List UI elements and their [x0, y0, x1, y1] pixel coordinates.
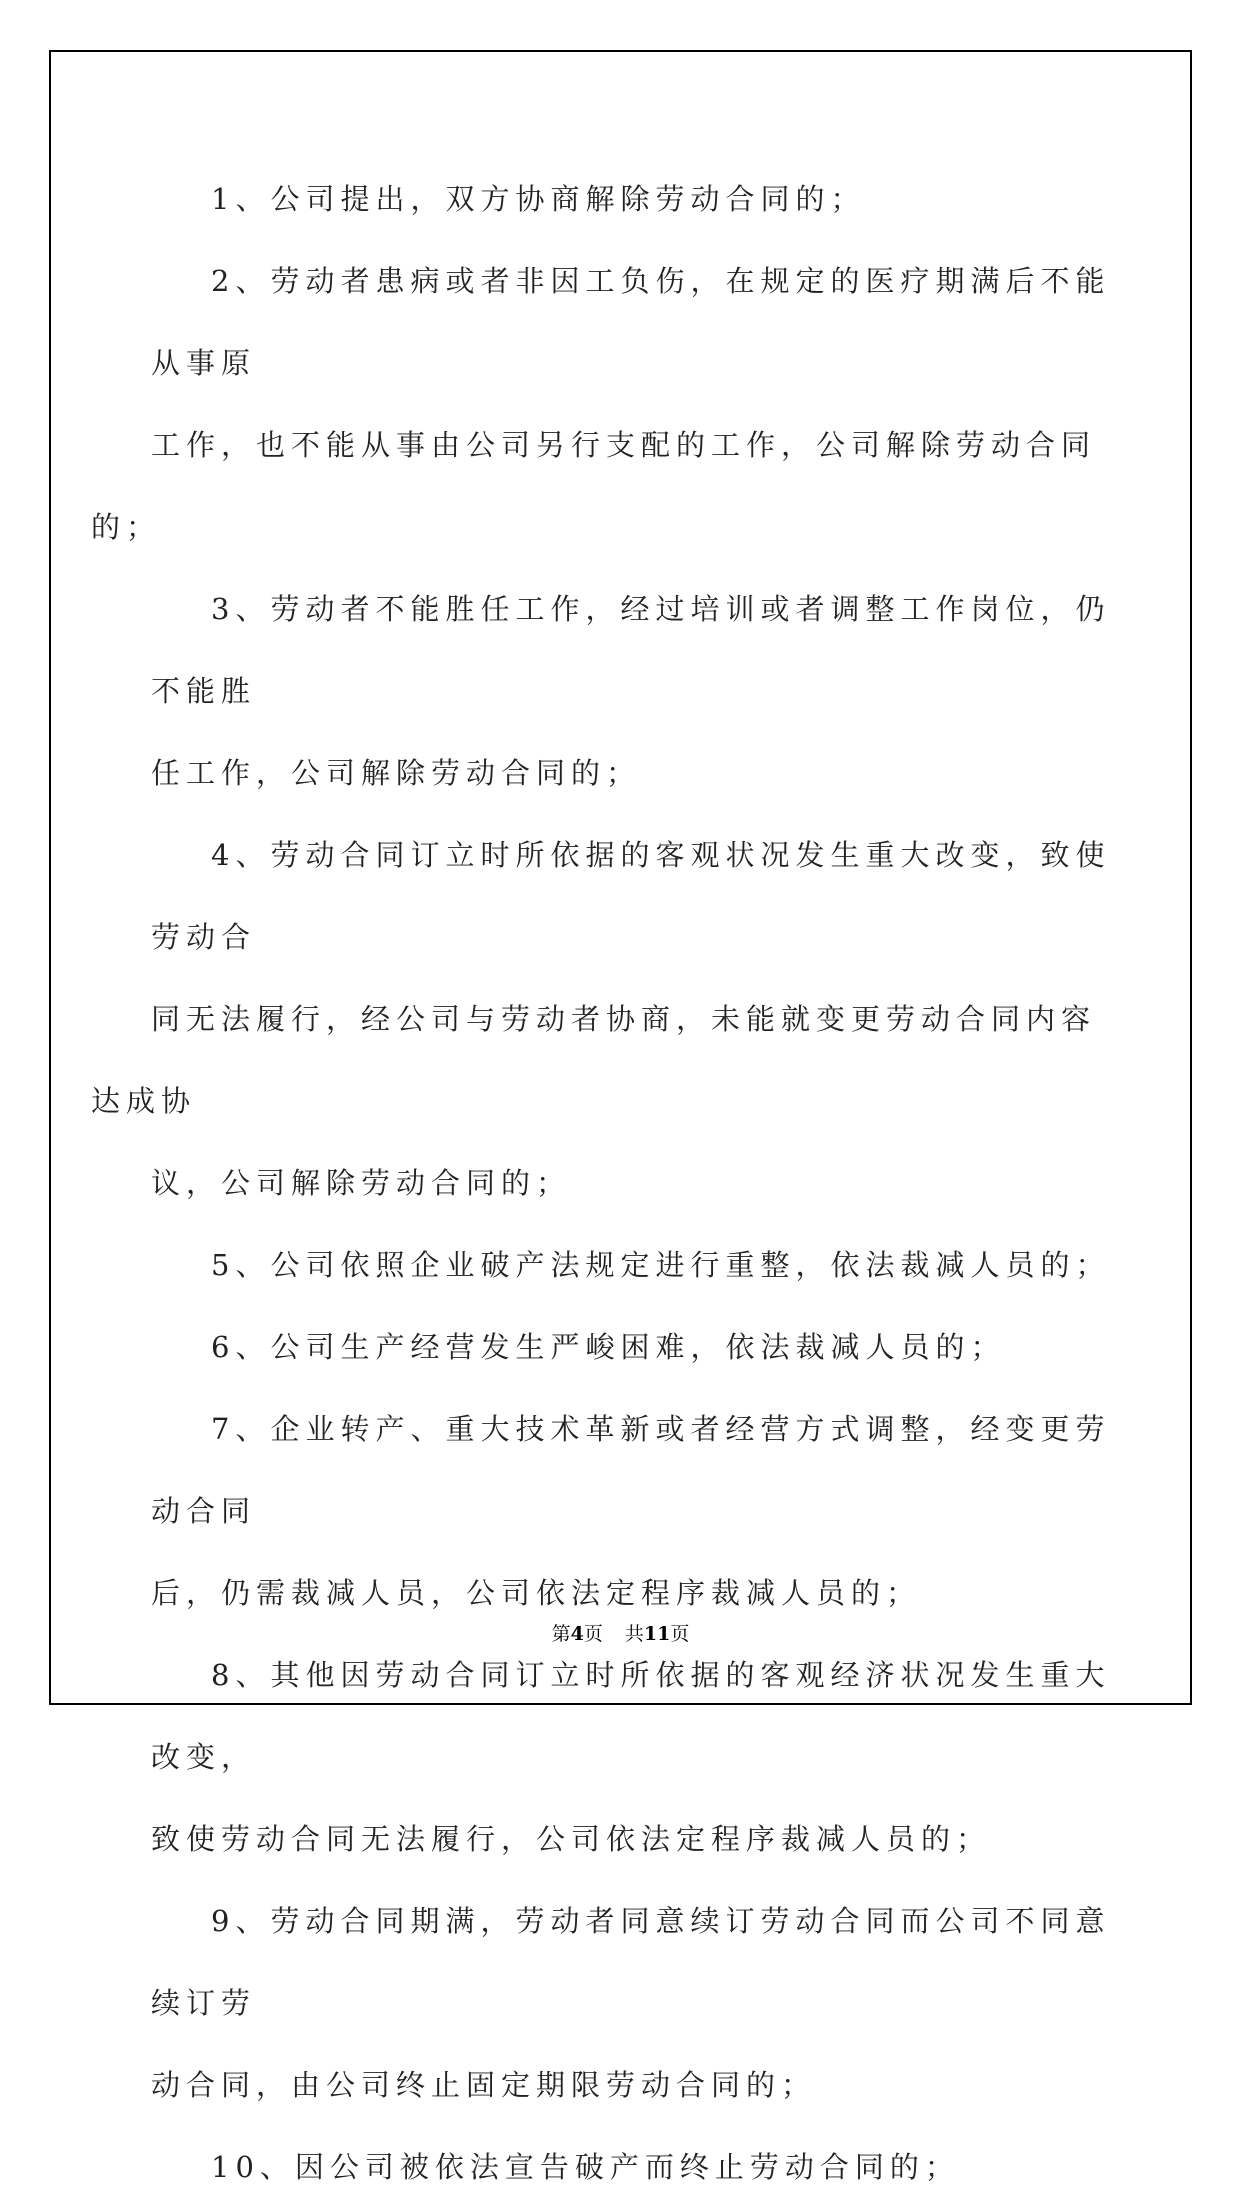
page-footer [0, 1619, 1241, 1646]
paragraph-line: 2、劳动者患病或者非因工负伤，在规定的医疗期满后不能从事原 [151, 264, 1111, 380]
paragraph-line: 6、公司生产经营发生严峻困难，依法裁减人员的； [211, 1330, 1006, 1364]
paragraph-line: 4、劳动合同订立时所依据的客观状况发生重大改变，致使劳动合 [151, 838, 1111, 954]
paragraph-line: 致使劳动合同无法履行，公司依法定程序裁减人员的； [151, 1822, 992, 1856]
total-pages: 11 [643, 1623, 671, 1645]
paragraph-7 [151, 1388, 1111, 1634]
paragraph-line: 1、公司提出，双方协商解除劳动合同的； [211, 182, 866, 216]
page-prefix: 第 [551, 1623, 571, 1645]
paragraph-line: 任工作，公司解除劳动合同的； [151, 756, 642, 790]
paragraph-2 [91, 240, 1111, 568]
paragraph-5 [151, 1224, 1111, 1306]
paragraph-line: 后，仍需裁减人员，公司依法定程序裁减人员的； [151, 1576, 922, 1610]
page-suffix: 页 [583, 1623, 603, 1645]
paragraph-line: 9、劳动合同期满，劳动者同意续订劳动合同而公司不同意续订劳 [151, 1904, 1111, 2020]
paragraph-line: 议，公司解除劳动合同的； [151, 1166, 572, 1200]
document-body [91, 158, 1111, 2208]
paragraph-line: 同无法履行，经公司与劳动者协商，未能就变更劳动合同内容达成协 [91, 1002, 1097, 1118]
paragraph-6 [151, 1306, 1111, 1388]
paragraph-9 [151, 1880, 1111, 2126]
total-suffix: 页 [670, 1623, 690, 1645]
total-prefix: 共 [624, 1623, 644, 1645]
paragraph-3 [151, 568, 1111, 814]
paragraph-8 [151, 1634, 1111, 1880]
paragraph-4 [91, 814, 1111, 1224]
paragraph-line: 工作，也不能从事由公司另行支配的工作，公司解除劳动合同的； [91, 428, 1097, 544]
paragraph-line: 7、企业转产、重大技术革新或者经营方式调整，经变更劳动合同 [151, 1412, 1111, 1528]
paragraph-line: 动合同，由公司终止固定期限劳动合同的； [151, 2068, 817, 2102]
paragraph-line: 10、因公司被依法宣告破产而终止劳动合同的； [211, 2150, 960, 2184]
page-number: 4 [570, 1623, 584, 1645]
paragraph-line: 3、劳动者不能胜任工作，经过培训或者调整工作岗位，仍不能胜 [151, 592, 1111, 708]
paragraph-10 [151, 2126, 1111, 2208]
paragraph-1 [151, 158, 1111, 240]
paragraph-line: 8、其他因劳动合同订立时所依据的客观经济状况发生重大改变， [151, 1658, 1111, 1774]
paragraph-line: 5、公司依照企业破产法规定进行重整，依法裁减人员的； [211, 1248, 1111, 1282]
